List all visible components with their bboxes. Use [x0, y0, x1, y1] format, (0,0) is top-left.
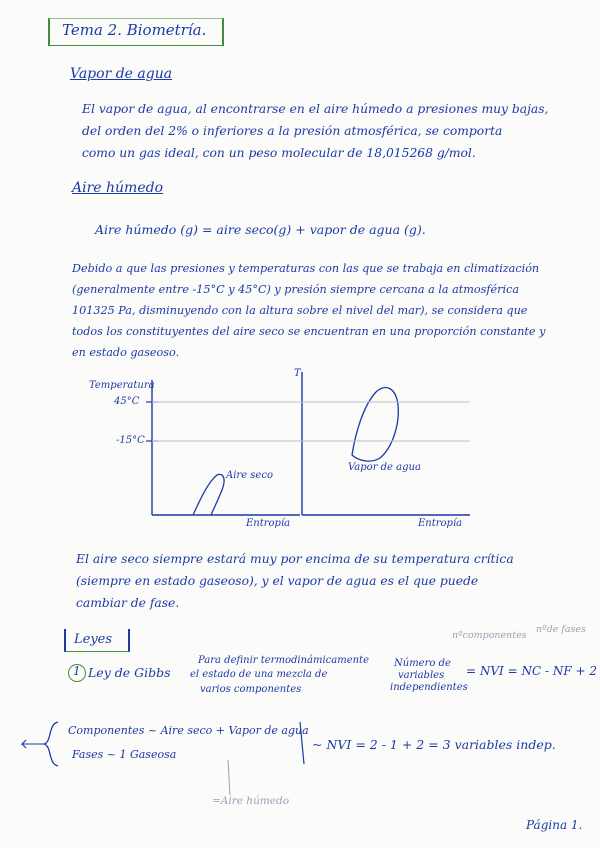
- bracket-brace: [44, 722, 58, 766]
- heading-aire: Aire húmedo: [72, 180, 163, 196]
- vapor-line-1: El vapor de agua, al encontrarse en el aire húmedo a presiones muy bajas,: [82, 102, 549, 116]
- page-number: Página 1.: [526, 818, 583, 832]
- gibbs-vars-2: variables: [398, 670, 445, 681]
- result-line: ~ NVI = 2 - 1 + 2 = 3 variables indep.: [312, 737, 556, 752]
- bracket-line-1: Componentes ~ Aire seco + Vapor de agua: [68, 724, 309, 737]
- note-componentes: nºcomponentes: [452, 630, 527, 641]
- debido-line-3: 101325 Pa, disminuyendo con la altura sobre el nivel del mar), se considera que: [72, 304, 528, 317]
- after-line-3: cambiar de fase.: [76, 596, 180, 610]
- right-ylabel: T: [294, 368, 301, 379]
- left-region-label: Aire seco: [226, 470, 273, 481]
- gibbs-formula: = NVI = NC - NF + 2: [466, 664, 597, 678]
- debido-line-4: todos los constituyentes del aire seco se encuentran en una proporción constante y: [72, 325, 546, 338]
- gibbs-vars-1: Número de: [394, 658, 451, 669]
- gibbs-desc-3: varios componentes: [200, 684, 302, 695]
- debido-line-1: Debido a que las presiones y temperaturas con las que se trabaja en climatización: [72, 262, 540, 275]
- ley-gibbs-title: Ley de Gibbs: [88, 665, 171, 680]
- left-xlabel: Entropía: [246, 518, 291, 529]
- gibbs-desc-2: el estado de una mezcla de: [190, 669, 328, 680]
- after-line-2: (siempre en estado gaseoso), y el vapor de agua es el que puede: [76, 574, 479, 588]
- return-arrow: [22, 740, 44, 748]
- debido-line-5: en estado gaseoso.: [72, 346, 180, 359]
- aire-equation: Aire húmedo (g) = aire seco(g) + vapor de agua (g).: [95, 222, 426, 237]
- left-tick-label-45: 45°C: [114, 396, 140, 407]
- note-arrow: [228, 760, 230, 795]
- right-xlabel: Entropía: [418, 518, 463, 529]
- after-line-1: El aire seco siempre estará muy por encima de su temperatura crítica: [76, 552, 514, 566]
- heading-vapor: Vapor de agua: [70, 66, 173, 82]
- vapor-line-2: del orden del 2% o inferiores a la presión atmosférica, se comporta: [82, 124, 503, 138]
- right-region-label: Vapor de agua: [348, 462, 421, 473]
- debido-line-2: (generalmente entre -15°C y 45°C) y presión siempre cercana a la atmosférica: [72, 283, 519, 296]
- gibbs-desc-1: Para definir termodinámicamente: [198, 655, 369, 666]
- left-tick-label-m15: -15°C: [116, 435, 145, 446]
- bracket-line-2: Fases ~ 1 Gaseosa: [72, 748, 177, 761]
- page-title: Tema 2. Biometría.: [62, 21, 207, 39]
- note-aire-humedo: =Aire húmedo: [212, 795, 290, 807]
- leyes-heading: Leyes: [74, 632, 113, 647]
- note-fases: nºde fases: [536, 624, 586, 635]
- left-ylabel: Temperatura: [89, 380, 155, 391]
- vapor-line-3: como un gas ideal, con un peso molecular de 18,015268 g/mol.: [82, 146, 476, 160]
- gibbs-vars-3: independientes: [390, 682, 468, 693]
- item-number: 1: [73, 664, 81, 678]
